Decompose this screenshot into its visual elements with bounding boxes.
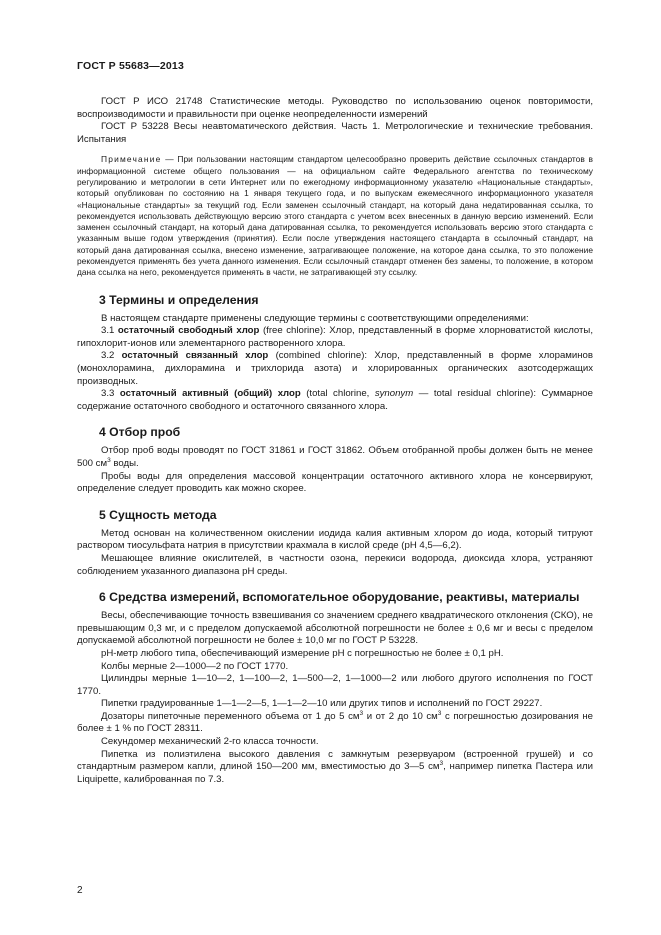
section-6-p6-a: Дозаторы пипеточные переменного объема от 1 до 5 см [101, 710, 360, 722]
reference-iso-21748: ГОСТ Р ИСО 21748 Статистические методы. Руководство по использованию оценок повторимости, воспроизводимости и правильности при оценке неопределенности измерений [77, 96, 593, 120]
page-content [77, 96, 593, 786]
section-6-paragraph-4: Цилиндры мерные 1—10—2, 1—100—2, 1—500—2, 1—1000—2 или любого другого исполнения по ГОСТ 1770. [77, 673, 593, 697]
note-label: Примечание [101, 154, 162, 165]
document-code-header: ГОСТ Р 55683—2013 [77, 60, 185, 72]
superscript: 3 [107, 456, 111, 464]
section-4-paragraph-2: Пробы воды для определения массовой концентрации остаточного активного хлора не консервируют, определение следует проводить как можно скорее. [77, 470, 593, 495]
section-4-title: 4 Отбор проб [99, 425, 181, 440]
term-3-3-number: 3.3 [101, 388, 120, 400]
term-3-1-name: остаточный свободный хлор [117, 325, 260, 337]
section-5-title: 5 Сущность метода [99, 507, 217, 522]
term-3-2 [77, 350, 593, 388]
section-6-p8-a: Пипетка из полиэтилена высокого давления с замкнутым резервуаром (встроенной грушей) и со стандартным размером капли, длиной 150—200 мм, вместимостью до 3—5 см [77, 748, 593, 773]
section-4-p1-text: Отбор проб воды проводят по ГОСТ 31861 и ГОСТ 31862. Объем отобранной пробы должен быть не менее 500 см [77, 445, 593, 469]
term-3-1 [77, 325, 593, 350]
term-3-3 [77, 388, 593, 413]
section-6-p6-c: с погрешностью дозирования не более ± 1 % по ГОСТ 28311. [77, 710, 593, 735]
term-3-3-name: остаточный активный (общий) хлор [119, 388, 301, 400]
term-3-2-number: 3.2 [101, 350, 122, 362]
reference-r-53228: ГОСТ Р 53228 Весы неавтоматического действия. Часть 1. Метрологические и технические требования. Испытания [77, 121, 593, 145]
section-6-p8-b: , например пипетка Пастера или Liquipette, калиброванная по 7.3. [77, 761, 593, 785]
section-6-paragraph-7: Секундомер механический 2-го класса точности. [101, 736, 319, 748]
superscript: 3 [439, 760, 444, 768]
section-5-paragraph-2: Мешающее влияние окислителей, в частности озона, перекиси водорода, диоксида хлора, устраняют соблюдением указанного диапазона рН среды. [77, 552, 593, 577]
section-6-p6-b: и от 2 до 10 см [363, 710, 438, 722]
section-6-paragraph-5: Пипетки градуированные 1—1—2—5, 1—1—2—10 или других типов и исполнений по ГОСТ 29227. [101, 698, 543, 710]
term-3-2-definition: (combined chlorine): Хлор, представленный в форме хлораминов (монохлорамина, дихлорамина и трихлорида азота) и хлорированных органических азотсодержащих производных. [77, 350, 593, 387]
section-6-paragraph-8 [77, 749, 593, 787]
section-4-p1-end: воды. [110, 457, 139, 469]
term-3-1-definition: (free chlorine): Хлор, представленный в форме хлорноватистой кислоты, гипохлорит-ионов или элементарного растворенного хлора. [77, 325, 593, 349]
section-4-paragraph-1 [77, 445, 593, 470]
term-3-3-definition: — total residual chlorine): Суммарное содержание остаточного свободного и остаточного связанного хлора. [77, 388, 593, 412]
section-6-paragraph-2: рН-метр любого типа, обеспечивающий измерение рН с погрешностью не более ± 0,1 рН. [101, 647, 504, 659]
section-3-title: 3 Термины и определения [99, 292, 259, 307]
section-5-paragraph-1: Метод основан на количественном окислении иодида калия активным хлором до иода, который титруют раствором тиосульфата натрия в присутствии крахмала в кислой среде (рН 4,5—6,2). [77, 527, 593, 552]
term-3-3-synonym: synonym [374, 388, 414, 400]
page-number: 2 [77, 885, 83, 896]
note-paragraph [77, 154, 593, 278]
section-3-intro: В настоящем стандарте применены следующие термины с соответствующими определениями: [101, 312, 529, 324]
section-6-paragraph-3: Колбы мерные 2—1000—2 по ГОСТ 1770. [101, 660, 289, 672]
term-3-2-name: остаточный связанный хлор [121, 350, 269, 362]
section-6-title: 6 Средства измерений, вспомогательное оборудование, реактивы, материалы [99, 590, 580, 605]
superscript: 3 [359, 709, 364, 717]
term-3-3-english: (total chlorine, [300, 388, 375, 400]
term-3-1-number: 3.1 [101, 325, 118, 337]
section-6-paragraph-6 [77, 711, 593, 736]
section-6-paragraph-1: Весы, обеспечивающие точность взвешивания со значением среднего квадратического отклонения (СКО), не превышающим 0,3 мг, и с пределом допускаемой абсолютной погрешности не более ± 0,6 мг и весы с пределом допускаемой абсолютной погрешности не более ± 10,0 мг по ГОСТ Р 53228. [77, 610, 593, 647]
superscript: 3 [437, 709, 442, 717]
note-text: — При пользовании настоящим стандартом целесообразно проверить действие ссылочных стандартов в информационной системе общего пользования — на официальном сайте Федерального агентства по техническому регулированию и метрологии в сети Интернет или по ежегодному информационному указателю «Национальные стандарты», который опубликован по состоянию на 1 января текущего года, и по выпускам ежемесячного информационного указателя «Национальные стандарты» за текущий год. Если заменен ссылочный стандарт, на который дана недатированная ссылка, то рекомендуется использовать действующую версию этого стандарта с учетом всех внесенных в данную версию изменений. Если заменен ссылочный стандарт, на который дана датированная ссылка, то рекомендуется использовать версию этого стандарта с указанным выше годом утверждения (принятия). Если после утверждения настоящего стандарта в ссылочный стандарт, на который дана датированная ссылка, внесено изменение, затрагивающее положение, на которое дана ссылка, то это положение рекомендуется применять без учета данного изменения. Если ссылочный стандарт отменен без замены, то положение, в котором дана ссылка на него, рекомендуется применять в части, не затрагивающей эту ссылку. [77, 154, 593, 278]
